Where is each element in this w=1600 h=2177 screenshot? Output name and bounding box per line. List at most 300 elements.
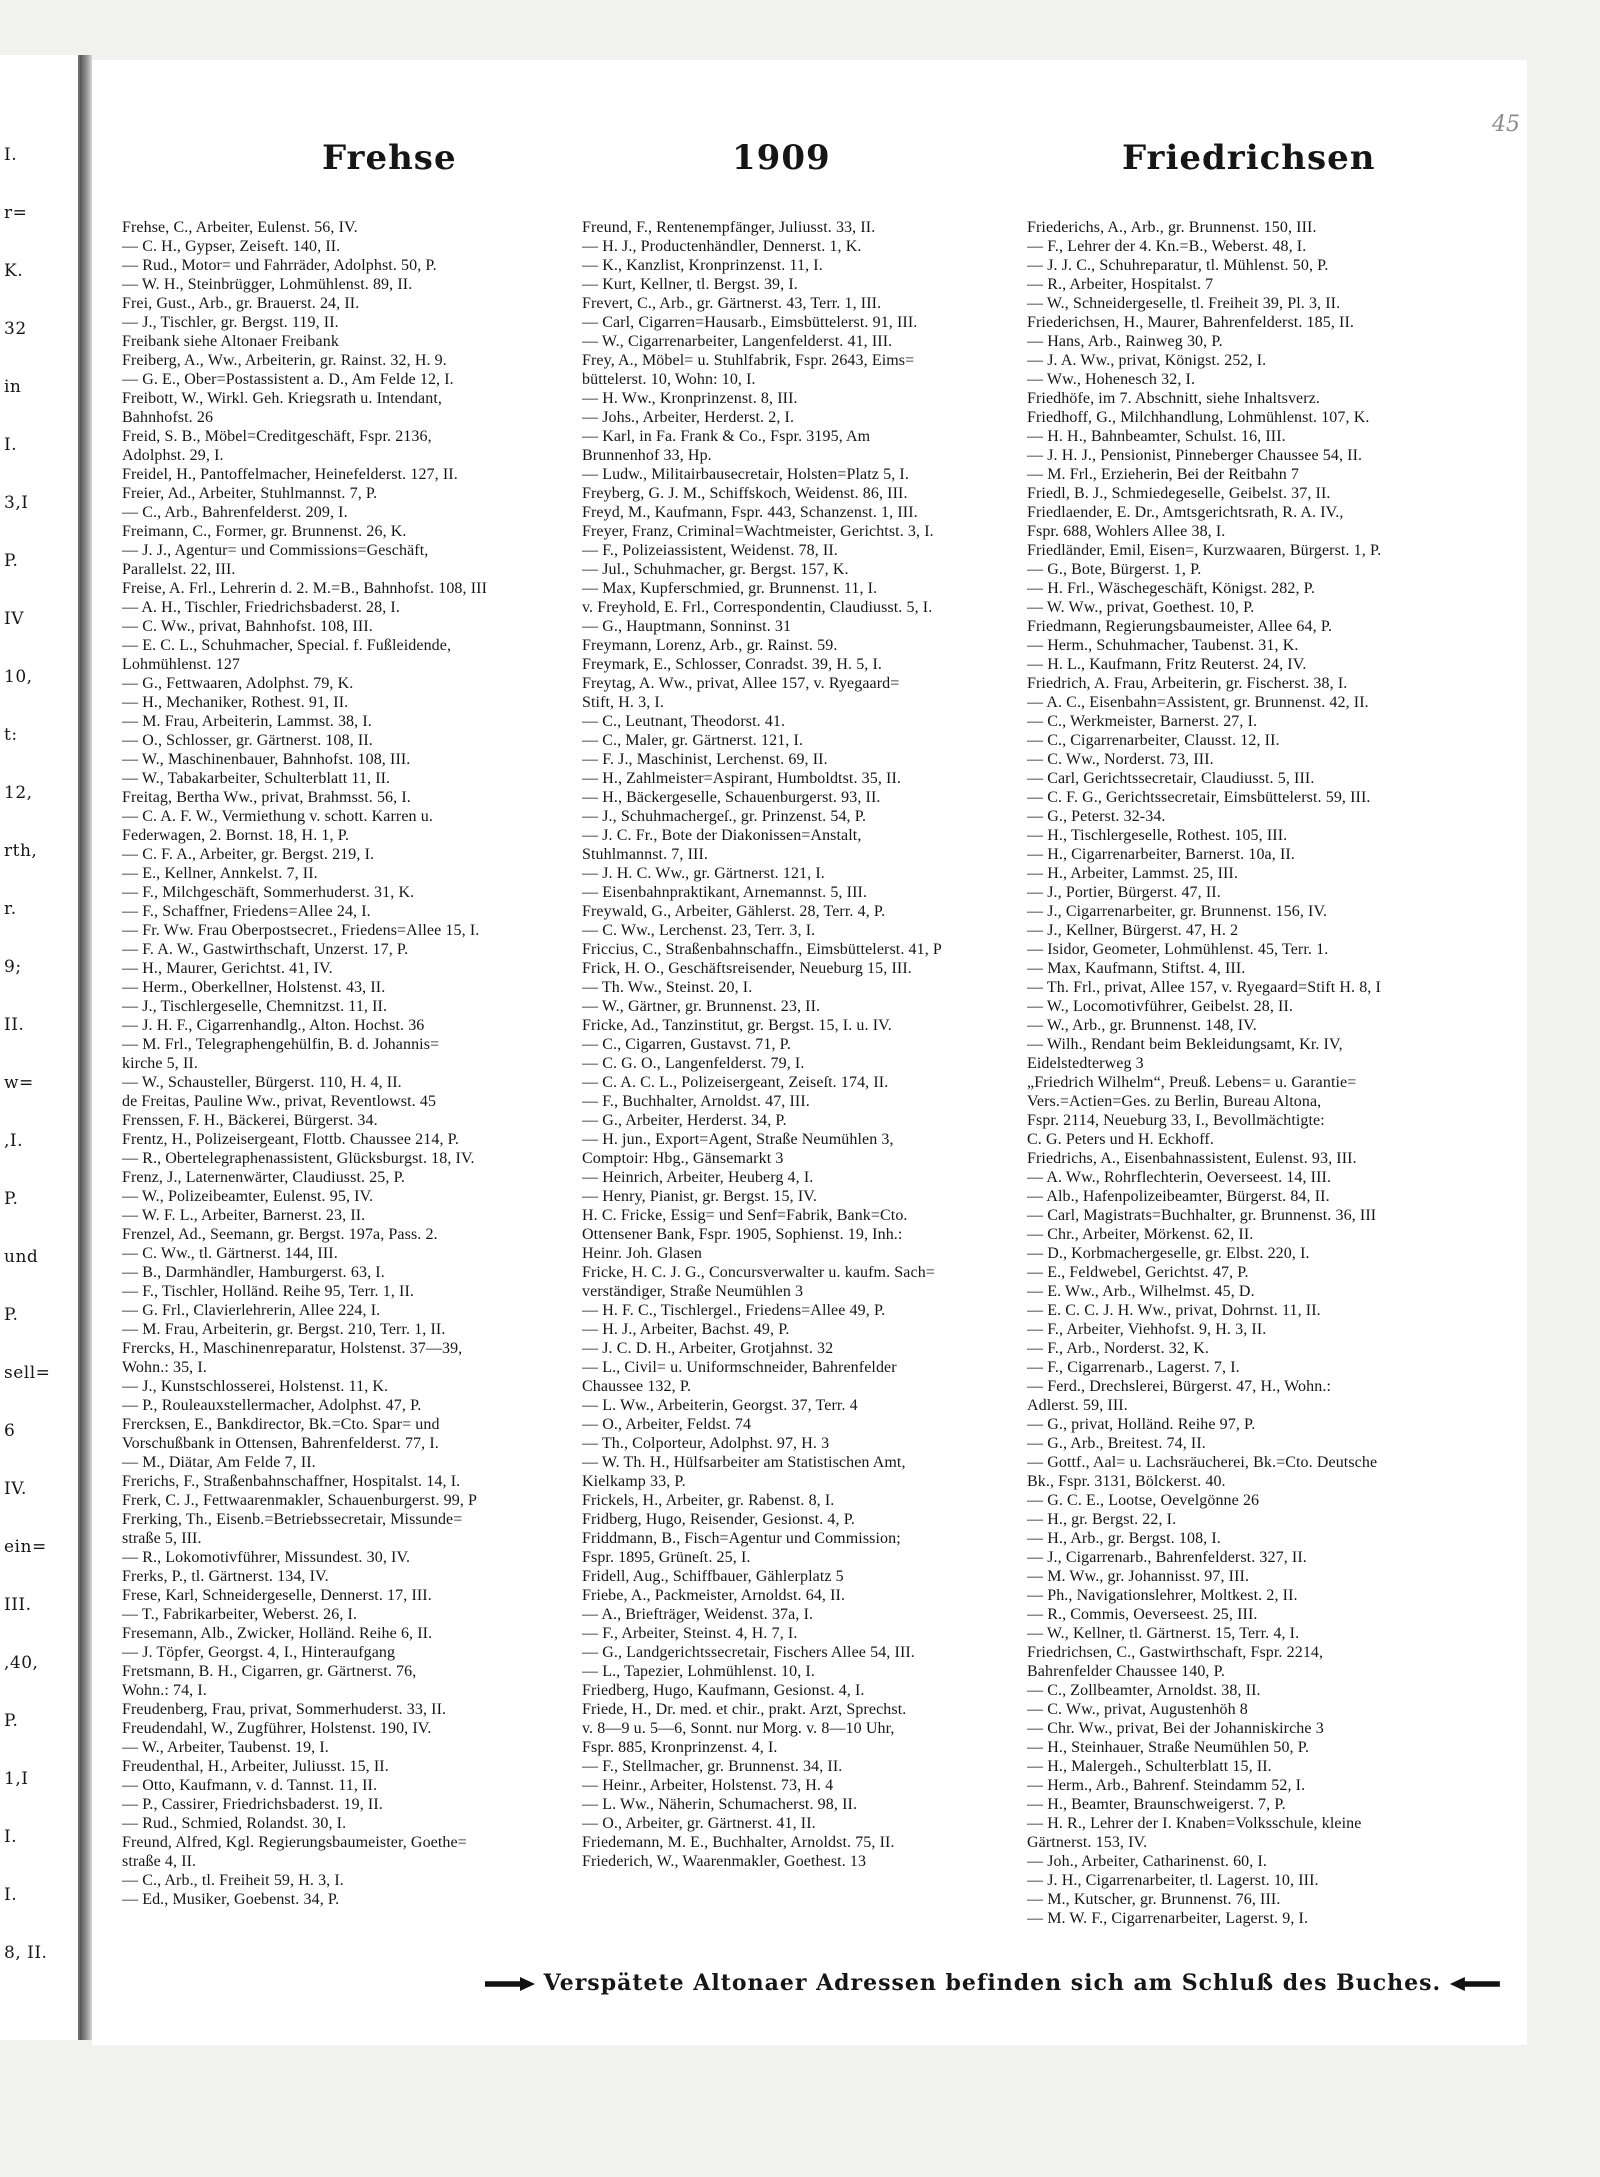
directory-entry: — W. Th. H., Hülfsarbeiter am Statistischen Amt, [582,1454,906,1471]
directory-entry: Comptoir: Hbg., Gänsemarkt 3 [582,1150,784,1167]
directory-entry: — F., Tischler, Holländ. Reihe 95, Terr. 1, II. [122,1283,415,1300]
previous-page-fragment: r. [4,899,17,919]
directory-entry: — J. C. Fr., Bote der Diakonissen=Anstalt, [582,827,862,844]
directory-entry: Freudenberg, Frau, privat, Sommerhuderst. 33, II. [122,1701,447,1718]
directory-entry: — J. C. D. H., Arbeiter, Grotjahnst. 32 [582,1340,834,1357]
previous-page-fragment: 10, [4,667,33,687]
previous-page-fragment: III. [4,1595,32,1615]
directory-entry: v. Freyhold, E. Frl., Correspondentin, Claudiusst. 5, I. [582,599,933,616]
directory-entry: — J. Töpfer, Georgst. 4, I., Hinteraufgang [122,1644,396,1661]
directory-entry: — L. Ww., Näherin, Schumacherst. 98, II. [582,1796,858,1813]
directory-entry: — H. jun., Export=Agent, Straße Neumühlen 3, [582,1131,894,1148]
directory-entry: — G., Hauptmann, Sonninst. 31 [582,618,792,635]
directory-entry: Frenz, J., Laternenwärter, Claudiusst. 25, P. [122,1169,405,1186]
directory-entry: v. 8—9 u. 5—6, Sonnt. nur Morg. v. 8—10 Uhr, [582,1720,895,1737]
previous-page-fragment: K. [4,261,24,281]
directory-entry: — F., Lehrer der 4. Kn.=B., Weberst. 48, I. [1027,238,1307,255]
directory-entry: Fridberg, Hugo, Reisender, Gesionst. 4, P. [582,1511,856,1528]
directory-entry: — W. H., Steinbrügger, Lohmühlenst. 89, II. [122,276,413,293]
previous-page-fragment: in [4,377,22,397]
directory-entry: H. C. Fricke, Essig= und Senf=Fabrik, Bank=Cto. [582,1207,908,1224]
directory-entry: — E., Feldwebel, Gerichtst. 47, P. [1027,1264,1249,1281]
directory-entry: Freudendahl, W., Zugführer, Holstenst. 190, IV. [122,1720,432,1737]
directory-entry: Freyer, Franz, Criminal=Wachtmeister, Gerichtst. 3, I. [582,523,934,540]
directory-entry: Friedl, B. J., Schmiedegeselle, Geibelst. 37, II. [1027,485,1331,502]
directory-entry: — F., Arb., Norderst. 32, K. [1027,1340,1209,1357]
directory-entry: — B., Darmhändler, Hamburgerst. 63, I. [122,1264,385,1281]
directory-entry: verständiger, Straße Neumühlen 3 [582,1283,804,1300]
previous-page-fragment: P. [4,1305,19,1325]
directory-entry: — W., Arbeiter, Taubenst. 19, I. [122,1739,329,1756]
directory-entry: — H. Ww., Kronprinzenst. 8, III. [582,390,798,407]
directory-entry: Bahrenfelder Chaussee 140, P. [1027,1663,1225,1680]
directory-entry: — W., Schausteller, Bürgerst. 110, H. 4, II. [122,1074,402,1091]
directory-entry: — H. J., Arbeiter, Bachst. 49, P. [582,1321,790,1338]
directory-entry: de Freitas, Pauline Ww., privat, Reventlowst. 45 [122,1093,437,1110]
directory-entry: — H., Tischlergeselle, Rothest. 105, III. [1027,827,1288,844]
directory-entry: — C. Ww., privat, Bahnhofst. 108, III. [122,618,373,635]
directory-entry: — E. Ww., Arb., Wilhelmst. 45, D. [1027,1283,1255,1300]
directory-entry: — F., Polizeiassistent, Weidenst. 78, II. [582,542,838,559]
directory-entry: — A. C., Eisenbahn=Assistent, gr. Brunnenst. 42, II. [1027,694,1369,711]
directory-entry: — M. W. F., Cigarrenarbeiter, Lagerst. 9, I. [1027,1910,1309,1927]
directory-entry: — M. Frl., Telegraphengehülfin, B. d. Johannis= [122,1036,440,1053]
directory-entry: — F., Stellmacher, gr. Brunnenst. 34, II. [582,1758,843,1775]
directory-entry: — J. J., Agentur= und Commissions=Geschäft, [122,542,429,559]
directory-entry: Friedhöfe, im 7. Abschnitt, siehe Inhaltsverz. [1027,390,1320,407]
directory-entry: — C., Maler, gr. Gärtnerst. 121, I. [582,732,804,749]
directory-entry: — C. F. A., Arbeiter, gr. Bergst. 219, I. [122,846,375,863]
previous-page-fragment: II. [4,1015,25,1035]
directory-entry: Frey, A., Möbel= u. Stuhlfabrik, Fspr. 2643, Eims= [582,352,915,369]
directory-entry: — Fr. Ww. Frau Oberpostsecret., Friedens=Allee 15, I. [122,922,480,939]
directory-entry: — G. Frl., Clavierlehrerin, Allee 224, I. [122,1302,381,1319]
previous-page-fragment: rth, [4,841,38,861]
directory-entry: — Herm., Arb., Bahrenf. Steindamm 52, I. [1027,1777,1306,1794]
directory-entry: Freytag, A. Ww., privat, Allee 157, v. Ryegaard= [582,675,900,692]
directory-entry: — D., Korbmachergeselle, gr. Elbst. 220, I. [1027,1245,1310,1262]
directory-entry: — F., Arbeiter, Steinst. 4, H. 7, I. [582,1625,798,1642]
directory-entry: — Ed., Musiker, Goebenst. 34, P. [122,1891,340,1908]
directory-entry: Gärtnerst. 153, IV. [1027,1834,1148,1851]
directory-entry: Wohn.: 35, I. [122,1359,207,1376]
directory-entry: — F., Cigarrenarb., Lagerst. 7, I. [1027,1359,1240,1376]
directory-entry: — A. Ww., Rohrflechterin, Oeverseest. 14, III. [1027,1169,1332,1186]
directory-entry: — J., Cigarrenarbeiter, gr. Brunnenst. 156, IV. [1027,903,1328,920]
directory-entry: — Isidor, Geometer, Lohmühlenst. 45, Terr. 1. [1027,941,1329,958]
previous-page-fragment: P. [4,1711,19,1731]
directory-entry: Freywald, G., Arbeiter, Gählerst. 28, Terr. 4, P. [582,903,886,920]
directory-entry: Freise, A. Frl., Lehrerin d. 2. M.=B., Bahnhofst. 108, III [122,580,488,597]
previous-page-fragment: sell= [4,1363,51,1383]
directory-entry: — Jul., Schuhmacher, gr. Bergst. 157, K. [582,561,849,578]
directory-entry: — J. J. C., Schuhreparatur, tl. Mühlenst. 50, P. [1027,257,1329,274]
directory-entry: — H., Malergeh., Schulterblatt 15, II. [1027,1758,1272,1775]
previous-page-fragment: I. [4,1827,18,1847]
directory-entry: — J., Tischler, gr. Bergst. 119, II. [122,314,339,331]
directory-entry: — H. J., Productenhändler, Dennerst. 1, K. [582,238,862,255]
directory-entry: — L., Civil= u. Uniformschneider, Bahrenfelder [582,1359,897,1376]
directory-entry: — W., Gärtner, gr. Brunnenst. 23, II. [582,998,821,1015]
directory-entry: Chaussee 132, P. [582,1378,692,1395]
directory-entry: — C. A. C. L., Polizeisergeant, Zeiseſt. 174, II. [582,1074,889,1091]
directory-entry: — R., Arbeiter, Hospitalst. 7 [1027,276,1214,293]
directory-entry: — Chr., Arbeiter, Mörkenst. 62, II. [1027,1226,1254,1243]
directory-entry: straße 5, III. [122,1530,202,1547]
directory-entry: — Rud., Motor= und Fahrräder, Adolphst. 50, P. [122,257,437,274]
directory-entry: kirche 5, II. [122,1055,198,1072]
directory-entry: — Chr. Ww., privat, Bei der Johanniskirche 3 [1027,1720,1324,1737]
directory-entry: — Hans, Arb., Rainweg 30, P. [1027,333,1223,350]
previous-page-fragment: P. [4,551,19,571]
directory-entry: Freymann, Lorenz, Arb., gr. Rainst. 59. [582,637,838,654]
directory-entry: — C. Ww., privat, Augustenhöh 8 [1027,1701,1248,1718]
previous-page-fragment: ,I. [4,1131,24,1151]
directory-entry: — Ferd., Drechslerei, Bürgerst. 47, H., Wohn.: [1027,1378,1332,1395]
directory-entry: Friedrich, A. Frau, Arbeiterin, gr. Fischerst. 38, I. [1027,675,1348,692]
directory-entry: — C., Arb., Bahrenfelderst. 209, I. [122,504,348,521]
directory-entry: — H. F. C., Tischlergel., Friedens=Allee 49, P. [582,1302,886,1319]
book-gutter [80,55,92,2040]
directory-entry: — C., Zollbeamter, Arnoldst. 38, II. [1027,1682,1261,1699]
directory-entry: Federwagen, 2. Bornst. 18, H. 1, P. [122,827,350,844]
previous-page-fragment: 6 [4,1421,16,1441]
directory-entry: — Kurt, Kellner, tl. Bergst. 39, I. [582,276,798,293]
directory-entry: — Henry, Pianist, gr. Bergst. 15, IV. [582,1188,817,1205]
directory-entry: — J., Portier, Bürgerst. 47, II. [1027,884,1221,901]
directory-entry: — W., Locomotivführer, Geibelst. 28, II. [1027,998,1293,1015]
directory-entry: Friederichs, A., Arb., gr. Brunnenst. 150, III. [1027,219,1317,236]
previous-page-fragment: ein= [4,1537,47,1557]
previous-page-fragment: 12, [4,783,33,803]
previous-page-edge [0,55,80,2040]
directory-entry: Friedrichs, A., Eisenbahnassistent, Eulenst. 93, III. [1027,1150,1357,1167]
directory-entry: Parallelst. 22, III. [122,561,236,578]
directory-entry: „Friedrich Wilhelm“, Preuß. Lebens= u. Garantie= [1027,1074,1357,1091]
directory-entry: — J., Schuhmachergeſ., gr. Prinzenst. 54, P. [582,808,867,825]
directory-entry: Freier, Ad., Arbeiter, Stuhlmannst. 7, P. [122,485,378,502]
directory-entry: Fretsmann, B. H., Cigarren, gr. Gärtnerst. 76, [122,1663,417,1680]
directory-entry: — R., Lokomotivführer, Missundest. 30, IV. [122,1549,411,1566]
directory-entry: — H., Cigarrenarbeiter, Barnerst. 10a, II. [1027,846,1295,863]
directory-entry: — J., Kellner, Bürgerst. 47, H. 2 [1027,922,1239,939]
directory-entry: Vorschußbank in Ottensen, Bahrenfelderst. 77, I. [122,1435,439,1452]
directory-entry: — Herm., Schuhmacher, Taubenst. 31, K. [1027,637,1299,654]
directory-entry: — H., Mechaniker, Rothest. 91, II. [122,694,349,711]
directory-entry: — M., Kutscher, gr. Brunnenst. 76, III. [1027,1891,1281,1908]
directory-entry: — W., Tabakarbeiter, Schulterblatt 11, II. [122,770,391,787]
directory-entry: Bk., Fspr. 3131, Bölckerst. 40. [1027,1473,1226,1490]
previous-page-fragment: 32 [4,319,27,339]
directory-entry: — C., Leutnant, Theodorst. 41. [582,713,786,730]
directory-entry: Lohmühlenst. 127 [122,656,241,673]
directory-entry: — W., Kellner, tl. Gärtnerst. 15, Terr. 4, I. [1027,1625,1300,1642]
directory-entry: Fspr. 688, Wohlers Allee 38, I. [1027,523,1226,540]
directory-entry: — J. H., Cigarrenarbeiter, tl. Lagerst. 10, III. [1027,1872,1319,1889]
directory-entry: — M. Ww., gr. Johannisst. 97, III. [1027,1568,1250,1585]
directory-entry: Kielkamp 33, P. [582,1473,686,1490]
previous-page-fragment: 8, II. [4,1943,48,1963]
directory-entry: — Karl, in Fa. Frank & Co., Fspr. 3195, Am [582,428,871,445]
directory-entry: Wohn.: 74, I. [122,1682,207,1699]
directory-entry: — M., Diätar, Am Felde 7, II. [122,1454,316,1471]
directory-entry: Fspr. 885, Kronprinzenst. 4, I. [582,1739,778,1756]
directory-entry: — Th. Ww., Steinst. 20, I. [582,979,753,996]
header-right-keyword: Friedrichsen [1122,138,1376,178]
directory-entry: Fricke, Ad., Tanzinstitut, gr. Bergst. 15, I. u. IV. [582,1017,892,1034]
directory-entry: — M. Frau, Arbeiterin, Lammst. 38, I. [122,713,372,730]
footer-text: Verspätete Altonaer Adressen befinden sich am Schluß des Buches. [543,1970,1442,1996]
directory-entry: Frei, Gust., Arb., gr. Brauerst. 24, II. [122,295,360,312]
directory-entry: — O., Arbeiter, Feldst. 74 [582,1416,752,1433]
pencil-page-number: 45 [1492,112,1520,137]
footer-notice [485,1970,1500,1996]
directory-entry: Friedmann, Regierungsbaumeister, Allee 64, P. [1027,618,1333,635]
directory-entry: — G., Fettwaaren, Adolphst. 79, K. [122,675,354,692]
directory-entry: — H., Maurer, Gerichtst. 41, IV. [122,960,333,977]
directory-entry: Frerks, P., tl. Gärtnerst. 134, IV. [122,1568,329,1585]
directory-entry: — H., Zahlmeister=Aspirant, Humboldtst. 35, II. [582,770,902,787]
directory-entry: Freymark, E., Schlosser, Conradst. 39, H. 5, I. [582,656,883,673]
directory-entry: Freyd, M., Kaufmann, Fspr. 443, Schanzenst. 1, III. [582,504,918,521]
directory-entry: — H., Steinhauer, Straße Neumühlen 50, P. [1027,1739,1310,1756]
directory-entry: Freibank siehe Altonaer Freibank [122,333,339,350]
directory-entry: — R., Commis, Oeverseest. 25, III. [1027,1606,1258,1623]
previous-page-fragment: P. [4,1189,19,1209]
directory-entry: — Heinr., Arbeiter, Holstenst. 73, H. 4 [582,1777,834,1794]
directory-entry: Freibott, W., Wirkl. Geh. Kriegsrath u. Intendant, [122,390,443,407]
directory-entry: — G., Bote, Bürgerst. 1, P. [1027,561,1202,578]
directory-entry: Friederichsen, H., Maurer, Bahrenfelderst. 185, II. [1027,314,1355,331]
directory-entry: — Rud., Schmied, Rolandst. 30, I. [122,1815,347,1832]
directory-entry: Frickels, H., Arbeiter, gr. Rabenst. 8, I. [582,1492,835,1509]
directory-entry: — Ww., Hohenesch 32, I. [1027,371,1196,388]
directory-entry: Friccius, C., Straßenbahnschaffn., Eimsbüttelerst. 41, P [582,941,942,958]
directory-entry: — Heinrich, Arbeiter, Heuberg 4, I. [582,1169,814,1186]
directory-entry: Frevert, C., Arb., gr. Gärtnerst. 43, Terr. 1, III. [582,295,882,312]
directory-entry: Freund, Alfred, Kgl. Regierungsbaumeister, Goethe= [122,1834,467,1851]
directory-entry: Frerking, Th., Eisenb.=Betriebssecretair, Missunde= [122,1511,463,1528]
directory-entry: — L., Tapezier, Lohmühlenst. 10, I. [582,1663,815,1680]
directory-entry: Friede, H., Dr. med. et chir., prakt. Arzt, Sprechst. [582,1701,907,1718]
directory-entry: Fspr. 2114, Neueburg 33, I., Bevollmächtigte: [1027,1112,1325,1129]
directory-entry: Vers.=Actien=Ges. zu Berlin, Bureau Altona, [1027,1093,1322,1110]
directory-entry: Frenzel, Ad., Seemann, gr. Bergst. 197a, Pass. 2. [122,1226,438,1243]
header-year: 1909 [732,138,831,178]
directory-entry: Stift, H. 3, I. [582,694,664,711]
directory-entry: Bahnhofst. 26 [122,409,214,426]
directory-entry: — C., Arb., tl. Freiheit 59, H. 3, I. [122,1872,344,1889]
directory-entry: — Herm., Oberkellner, Holstenst. 43, II. [122,979,386,996]
pointing-hand-icon [1450,1977,1500,1991]
directory-entry: — L. Ww., Arbeiterin, Georgst. 37, Terr. 4 [582,1397,858,1414]
directory-entry: — C. Ww., Lerchenst. 23, Terr. 3, I. [582,922,816,939]
directory-entry: — J., Kunstschlosserei, Holstenst. 11, K. [122,1378,389,1395]
directory-entry: Freimann, C., Former, gr. Brunnenst. 26, K. [122,523,407,540]
directory-entry: Frercks, H., Maschinenreparatur, Holstenst. 37—39, [122,1340,463,1357]
directory-entry: Fricke, H. C. J. G., Concursverwalter u. kaufm. Sach= [582,1264,935,1281]
directory-entry: — G., Peterst. 32-34. [1027,808,1166,825]
directory-entry: Freund, F., Rentenempfänger, Juliusst. 33, II. [582,219,876,236]
directory-entry: — G., Arbeiter, Herderst. 34, P. [582,1112,787,1129]
directory-entry: C. G. Peters und H. Eckhoff. [1027,1131,1214,1148]
directory-entry: — M. Frl., Erzieherin, Bei der Reitbahn 7 [1027,466,1300,483]
previous-page-fragment: I. [4,435,18,455]
directory-entry: Friedländer, Emil, Eisen=, Kurzwaaren, Bürgerst. 1, P. [1027,542,1382,559]
directory-entry: Fridell, Aug., Schiffbauer, Gählerplatz 5 [582,1568,844,1585]
directory-entry: — J. H. F., Cigarrenhandlg., Alton. Hochst. 36 [122,1017,425,1034]
directory-entry: — E. C. L., Schuhmacher, Special. f. Fußleidende, [122,637,452,654]
directory-entry: — W., Arb., gr. Brunnenst. 148, IV. [1027,1017,1257,1034]
directory-entry: — Th., Colporteur, Adolphst. 97, H. 3 [582,1435,830,1452]
directory-entry: — Max, Kupferschmied, gr. Brunnenst. 11, I. [582,580,878,597]
directory-entry: — Max, Kaufmann, Stiftst. 4, III. [1027,960,1246,977]
directory-entry: Freiberg, A., Ww., Arbeiterin, gr. Rainst. 32, H. 9. [122,352,447,369]
directory-entry: Frenssen, F. H., Bäckerei, Bürgerst. 34. [122,1112,378,1129]
directory-entry: Frese, Karl, Schneidergeselle, Dennerst. 17, III. [122,1587,432,1604]
directory-entry: — Wilh., Rendant beim Bekleidungsamt, Kr. IV, [1027,1036,1343,1053]
directory-entry: Freyberg, G. J. M., Schiffskoch, Weidenst. 86, III. [582,485,908,502]
directory-entry: — A. H., Tischler, Friedrichsbaderst. 28, I. [122,599,400,616]
directory-entry: — P., Cassirer, Friedrichsbaderst. 19, II. [122,1796,383,1813]
previous-page-fragment: 9; [4,957,22,977]
directory-entry: straße 4, II. [122,1853,197,1870]
directory-entry: — H., Arbeiter, Lammst. 25, III. [1027,865,1238,882]
previous-page-fragment: 3,I [4,493,29,513]
directory-entry: Freidel, H., Pantoffelmacher, Heinefelderst. 127, II. [122,466,458,483]
previous-page-fragment: w= [4,1073,34,1093]
directory-entry: Brunnenhof 33, Hp. [582,447,712,464]
directory-entry: Friederich, W., Waarenmakler, Goethest. 13 [582,1853,867,1870]
directory-entry: — A., Briefträger, Weidenst. 37a, I. [582,1606,814,1623]
directory-entry: — H. R., Lehrer der I. Knaben=Volksschule, kleine [1027,1815,1362,1832]
directory-entry: — J. H. C. Ww., gr. Gärtnerst. 121, I. [582,865,825,882]
directory-entry: — W. Ww., privat, Goethest. 10, P. [1027,599,1255,616]
directory-entry: — H. H., Bahnbeamter, Schulst. 16, III. [1027,428,1286,445]
directory-entry: — W., Maschinenbauer, Bahnhofst. 108, III. [122,751,411,768]
pointing-hand-icon [485,1977,535,1991]
directory-entry: — C., Werkmeister, Barnerst. 27, I. [1027,713,1258,730]
directory-entry: — C. H., Gypser, Zeiseft. 140, II. [122,238,341,255]
directory-entry: — H. L., Kaufmann, Fritz Reuterst. 24, IV. [1027,656,1307,673]
directory-entry: — Ludw., Militairbausecretair, Holsten=Platz 5, I. [582,466,909,483]
directory-entry: — F. A. W., Gastwirthschaft, Unzerst. 17, P. [122,941,409,958]
directory-entry: Freudenthal, H., Arbeiter, Juliusst. 15, II. [122,1758,389,1775]
directory-entry: — Johs., Arbeiter, Herderst. 2, I. [582,409,795,426]
directory-entry: — J., Tischlergeselle, Chemnitzst. 11, II. [122,998,388,1015]
directory-entry: Frerichs, F., Straßenbahnschaffner, Hospitalst. 14, I. [122,1473,461,1490]
directory-entry: Friddmann, B., Fisch=Agentur und Commission; [582,1530,901,1547]
previous-page-fragment: I. [4,145,18,165]
directory-entry: Fresemann, Alb., Zwicker, Holländ. Reihe 6, II. [122,1625,433,1642]
directory-entry: Freid, S. B., Möbel=Creditgeschäft, Fspr. 2136, [122,428,432,445]
directory-entry: — F., Buchhalter, Arnoldst. 47, III. [582,1093,810,1110]
directory-entry: büttelerst. 10, Wohn: 10, I. [582,371,756,388]
directory-entry: — F. J., Maschinist, Lerchenst. 69, II. [582,751,828,768]
directory-entry: — E., Kellner, Annkelst. 7, II. [122,865,318,882]
previous-page-fragment: 1,I [4,1769,29,1789]
directory-entry: — H., Beamter, Braunschweigerst. 7, P. [1027,1796,1286,1813]
directory-entry: — Carl, Magistrats=Buchhalter, gr. Brunnenst. 36, III [1027,1207,1377,1224]
directory-page [92,60,1527,2045]
directory-entry: — G., Landgerichtssecretair, Fischers Allee 54, III. [582,1644,915,1661]
directory-entry: — G., Arb., Breitest. 74, II. [1027,1435,1206,1452]
directory-entry: — W., Polizeibeamter, Eulenst. 95, IV. [122,1188,374,1205]
directory-entry: — E. C. C. J. H. Ww., privat, Dohrnst. 11, II. [1027,1302,1321,1319]
directory-entry: — R., Obertelegraphenassistent, Glücksburgst. 18, IV. [122,1150,475,1167]
directory-entry: — Eisenbahnpraktikant, Arnemannst. 5, III. [582,884,868,901]
directory-entry: — Otto, Kaufmann, v. d. Tannst. 11, II. [122,1777,378,1794]
column-center [582,218,1012,2018]
previous-page-fragment: IV. [4,1479,27,1499]
column-left [122,218,562,2018]
directory-entry: Ottensener Bank, Fspr. 1905, Sophienst. 19, Inh.: [582,1226,903,1243]
directory-entry: — Ph., Navigationslehrer, Moltkest. 2, II. [1027,1587,1298,1604]
header-left-keyword: Frehse [322,138,457,178]
directory-entry: — H., gr. Bergst. 22, I. [1027,1511,1177,1528]
directory-entry: Adolphst. 29, I. [122,447,224,464]
directory-entry: — W. F. L., Arbeiter, Barnerst. 23, II. [122,1207,366,1224]
directory-entry: — J., Cigarrenarb., Bahrenfelderst. 327, II. [1027,1549,1307,1566]
directory-entry: — O., Arbeiter, gr. Gärtnerst. 41, II. [582,1815,816,1832]
directory-entry: Friedemann, M. E., Buchhalter, Arnoldst. 75, II. [582,1834,895,1851]
directory-entry: — H., Bäckergeselle, Schauenburgerst. 93, II. [582,789,881,806]
directory-entry: Fspr. 1895, Grüneſt. 25, I. [582,1549,751,1566]
directory-entry: Friedrichsen, C., Gastwirthschaft, Fspr. 2214, [1027,1644,1324,1661]
directory-entry: — C. A. F. W., Vermiethung v. schott. Karren u. [122,808,433,825]
directory-entry: — T., Fabrikarbeiter, Weberst. 26, I. [122,1606,358,1623]
directory-entry: — H., Arb., gr. Bergst. 108, I. [1027,1530,1221,1547]
directory-entry: Eidelstedterweg 3 [1027,1055,1144,1072]
directory-entry: Friedhoff, G., Milchhandlung, Lohmühlenst. 107, K. [1027,409,1370,426]
previous-page-fragment: ,40, [4,1653,39,1673]
directory-entry: — F., Arbeiter, Viehhofst. 9, H. 3, II. [1027,1321,1267,1338]
directory-entry: — C. G. O., Langenfelderst. 79, I. [582,1055,805,1072]
directory-entry: Adlerst. 59, III. [1027,1397,1128,1414]
directory-entry: Friedlaender, E. Dr., Amtsgerichtsrath, R. A. IV., [1027,504,1344,521]
directory-entry: Frentz, H., Polizeisergeant, Flottb. Chaussee 214, P. [122,1131,459,1148]
previous-page-fragment: r= [4,203,28,223]
directory-entry: — Carl, Cigarren=Hausarb., Eimsbüttelerst. 91, III. [582,314,918,331]
directory-entry: — Joh., Arbeiter, Catharinenst. 60, I. [1027,1853,1268,1870]
directory-entry: — J. H. J., Pensionist, Pinneberger Chaussee 54, II. [1027,447,1363,464]
directory-entry: — C., Cigarrenarbeiter, Clausst. 12, II. [1027,732,1280,749]
directory-entry: — C., Cigarren, Gustavst. 71, P. [582,1036,791,1053]
directory-entry: — G., privat, Holländ. Reihe 97, P. [1027,1416,1256,1433]
directory-entry: Friebe, A., Packmeister, Arnoldst. 64, II. [582,1587,846,1604]
directory-entry: Frick, H. O., Geschäftsreisender, Neueburg 15, III. [582,960,912,977]
directory-entry: — F., Milchgeschäft, Sommerhuderst. 31, K. [122,884,415,901]
directory-entry: — C. Ww., tl. Gärtnerst. 144, III. [122,1245,338,1262]
directory-entry: — K., Kanzlist, Kronprinzenst. 11, I. [582,257,823,274]
directory-entry: — Gottf., Aal= u. Lachsräucherei, Bk.=Cto. Deutsche [1027,1454,1378,1471]
previous-page-fragment: t: [4,725,18,745]
directory-entry: Frercksen, E., Bankdirector, Bk.=Cto. Spar= und [122,1416,440,1433]
directory-entry: — M. Frau, Arbeiterin, gr. Bergst. 210, Terr. 1, II. [122,1321,446,1338]
directory-entry: — Th. Frl., privat, Allee 157, v. Ryegaard=Stift H. 8, I [1027,979,1381,996]
directory-entry: — F., Schaffner, Friedens=Allee 24, I. [122,903,371,920]
directory-entry: — W., Cigarrenarbeiter, Langenfelderst. 41, III. [582,333,893,350]
directory-entry: — P., Rouleauxstellermacher, Adolphst. 47, P. [122,1397,422,1414]
directory-entry: Frerk, C. J., Fettwaarenmakler, Schauenburgerst. 99, P [122,1492,478,1509]
directory-entry: Heinr. Joh. Glasen [582,1245,703,1262]
directory-entry: — Carl, Gerichtssecretair, Claudiusst. 5, III. [1027,770,1315,787]
directory-entry: Stuhlmannst. 7, III. [582,846,708,863]
previous-page-fragment: IV [4,609,24,629]
directory-entry: — Alb., Hafenpolizeibeamter, Bürgerst. 84, II. [1027,1188,1330,1205]
previous-page-fragment: und [4,1247,39,1267]
directory-entry: — O., Schlosser, gr. Gärtnerst. 108, II. [122,732,373,749]
